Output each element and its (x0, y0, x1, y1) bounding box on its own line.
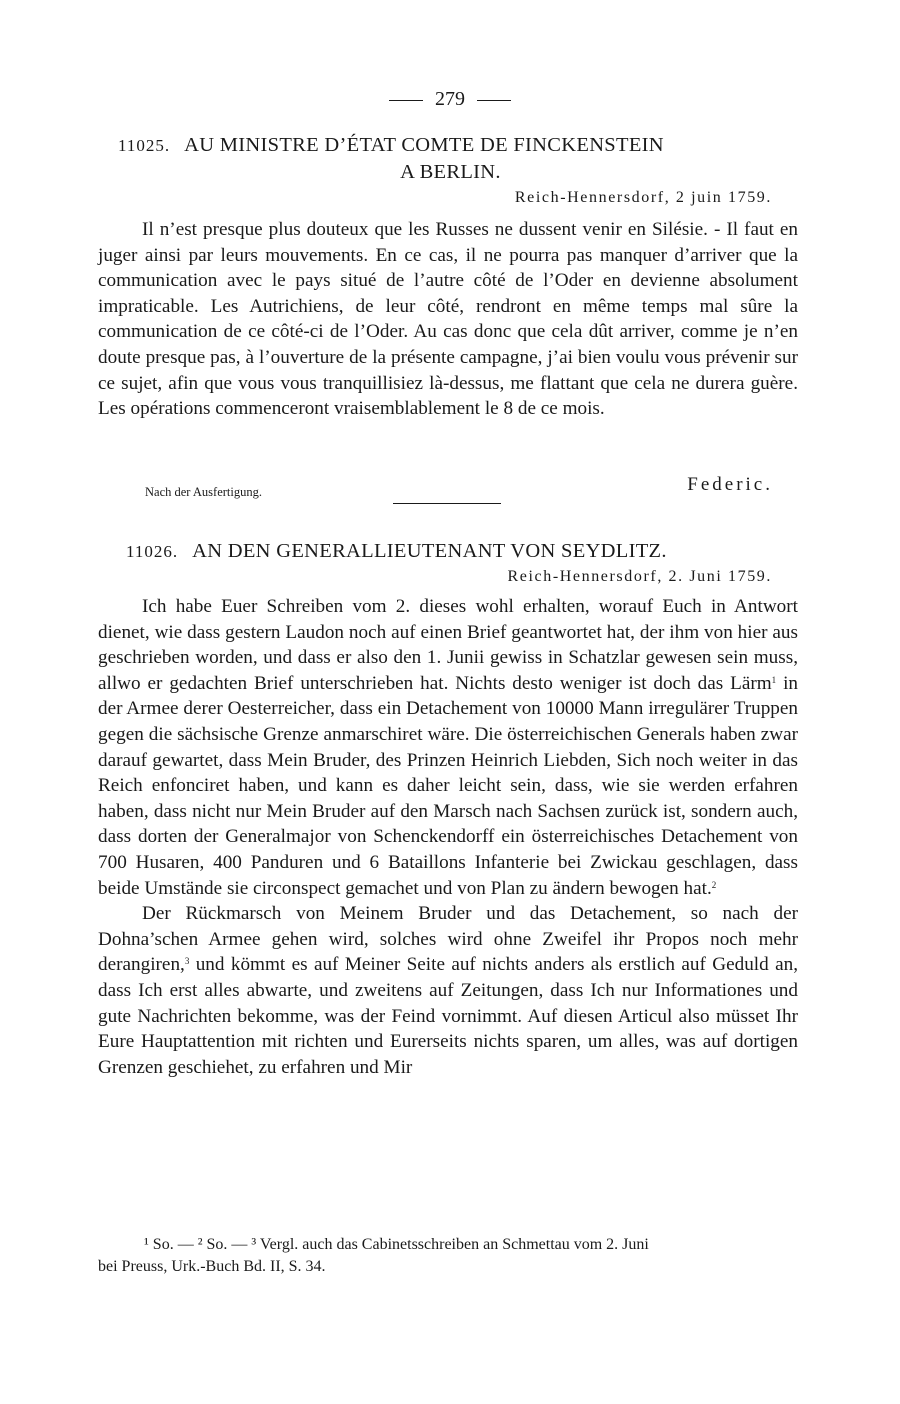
paragraph-text: Der Rückmarsch von Meinem Bruder und das Detachement, so nach der Dohna’schen Armee gehen wird, solches wird ohne Zweifel ihr Propos noch mehr derangiren, (98, 903, 798, 976)
letter-paragraph: Il n’est presque plus douteux que les Russes ne dussent venir en Silésie. - Il faut en juger ainsi par leurs mouvements. En ce cas, il ne pourra pas manquer d’arriver que la communication avec le pays situé de l’autre côté de l’Oder en devienne absolument impraticable. Les Autrichiens, de leur côté, rendront en même temps mal sûre la communication de ce côté-ci de l’Oder. Au cas donc que cela dût arriver, comme je n’en doute presque pas, à l’ouverture de la présente campagne, j’ai bien voulu vous prévenir sur ce sujet, afin que vous vous tranquillisiez là-dessus, me flattant que cela ne durera guère. Les opérations commenceront vraisemblablement le 8 de ce mois. (98, 219, 798, 420)
footnote-marker: 3 (184, 956, 190, 967)
footnote-line: bei Preuss, Urk.-Buch Bd. II, S. 34. (98, 1258, 326, 1275)
footnote-line: ¹ So. — ² So. — ³ Vergl. auch das Cabinetsschreiben an Schmettau vom 2. Juni (144, 1236, 649, 1253)
letter-paragraph (98, 594, 798, 901)
source-note: Nach der Ausfertigung. (145, 485, 262, 499)
page-number-dash-right (477, 100, 511, 101)
letter-heading (126, 538, 806, 565)
page-number: 279 (435, 88, 465, 110)
paragraph-text: und kömmt es auf Meiner Seite auf nichts anders als erstlich auf Geduld an, dass Ich erst alles abwarte, und zweitens auf Zeitungen, dass Ich nur Informationes und gute Nachrichten bekomme, was der Feind vornimmt. Auf diesen Articul also müsset Ihr Eure Hauptattention mit richten und Eurerseits nichts sparen, um alles, was auf dortigen Grenzen geschiehet, zu erfahren und Mir (98, 954, 798, 1078)
paragraph-text: in der Armee derer Oesterreicher, dass ein Detachement von 10000 Mann irregulärer Truppen gegen die sächsische Grenze anmarschiret wäre. Die österreichischen Generals haben zwar darauf gewartet, dass Mein Bruder, des Prinzen Heinrich Liebden, Sich noch weiter in das Reich enfonciret haben, und kann es daher leicht sein, dass, wie sie werden erfahren haben, dass nicht nur Mein Bruder auf den Marsch nach Sachsen zurück ist, sondern auch, dass dorten der Generalmajor von Schenckendorff ein österreichisches Detachement von 700 Husaren, 400 Panduren und 6 Bataillons Infanterie bei Zwickau geschlagen, dass beide Umstände sie circonspect gemachet und von Plan zu ändern bewogen hat. (98, 672, 798, 899)
page-number-line (0, 88, 900, 111)
letter-heading (118, 132, 783, 185)
letter-number: 11026. (126, 542, 179, 561)
paragraph-text: Ich habe Euer Schreiben vom 2. dieses wohl erhalten, worauf Euch in Antwort dienet, wie dass gestern Laudon noch auf einen Brief geantwortet hat, der ihm von hier aus geschrieben worden, und dass er also den 1. Junii gewiss in Schatzlar gewesen sein muss, allwo er gedachten Brief unterschrieben hat. Nichts desto weniger ist doch das Lärm (98, 596, 798, 694)
footnote-marker: 2 (711, 879, 717, 890)
letter-place-date: Reich-Hennersdorf, 2. Juni 1759. (507, 568, 772, 585)
signature: Federic. (687, 474, 773, 495)
letter-addressee: AU MINISTRE D’ÉTAT COMTE DE FINCKENSTEIN (184, 134, 664, 156)
letter-addressee: AN DEN GENERALLIEUTENANT VON SEYDLITZ. (192, 540, 667, 562)
footnote-marker: 1 (771, 674, 777, 685)
section-divider (393, 503, 501, 504)
letter-paragraph (98, 901, 798, 1080)
page-number-dash-left (389, 100, 423, 101)
letter-addressee-city: A BERLIN. (400, 161, 501, 183)
letter-body (98, 217, 798, 422)
letter-number: 11025. (118, 136, 171, 155)
letter-place-date: Reich-Hennersdorf, 2 juin 1759. (514, 189, 772, 206)
footnotes (98, 1234, 798, 1278)
letter-body (98, 594, 798, 1080)
